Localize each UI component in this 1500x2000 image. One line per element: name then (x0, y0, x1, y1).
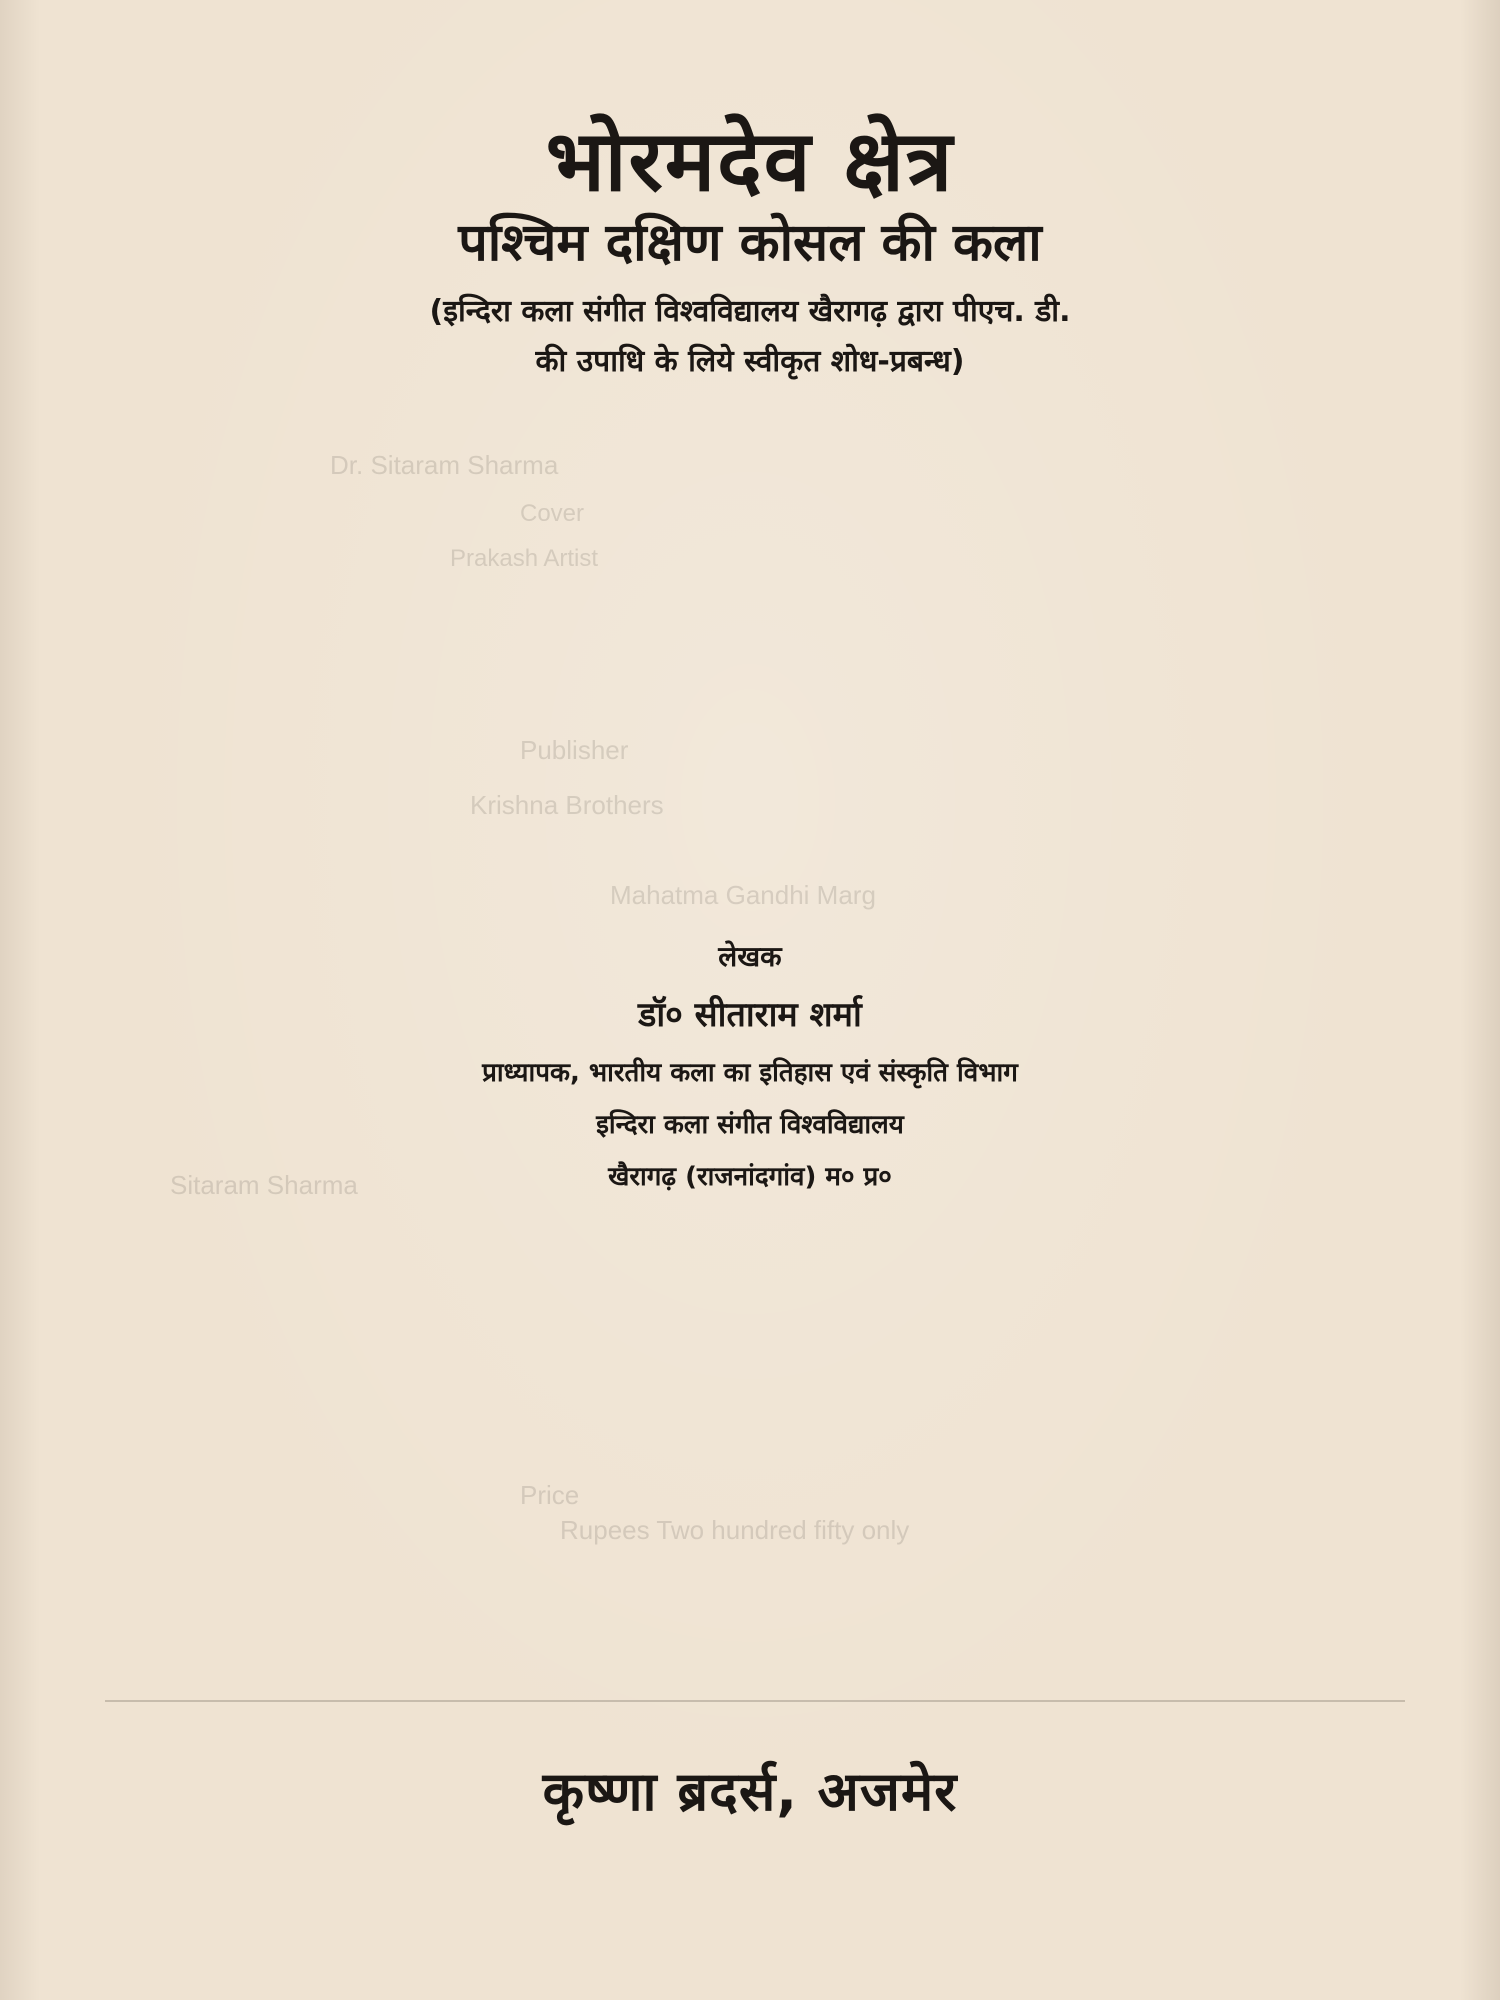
show-through-text: Dr. Sitaram Sharma (330, 450, 559, 480)
affiliation-line-1: प्राध्यापक, भारतीय कला का इतिहास एवं संस्कृति विभाग (482, 1058, 1018, 1088)
book-title: भोरमदेव क्षेत्र (545, 112, 955, 210)
show-through-text: Price (520, 1480, 580, 1510)
show-through-text: Mahatma Gandhi Marg (610, 880, 876, 910)
thesis-note-line-1: (इन्दिरा कला संगीत विश्वविद्यालय खैरागढ़ द्वारा पीएच. डी. (429, 294, 1071, 329)
publisher-name: कृष्णा ब्रदर्स, अजमेर (542, 1760, 958, 1823)
author-label: लेखक (718, 940, 782, 973)
thesis-note (0, 287, 1500, 387)
divider-line (105, 1700, 1405, 1702)
author-name: डॉ० सीताराम शर्मा (638, 995, 862, 1035)
show-through-text: Cover (520, 500, 585, 527)
author-affiliation (0, 1047, 1500, 1203)
show-through-text: Rupees Two hundred fifty only (560, 1515, 910, 1545)
show-through-text: Krishna Brothers (470, 790, 664, 820)
thesis-note-line-2: की उपाधि के लिये स्वीकृत शोध-प्रबन्ध) (535, 344, 965, 379)
show-through-text: Sitaram Sharma (170, 1170, 358, 1200)
show-through-text: Publisher (520, 735, 629, 765)
affiliation-line-2: इन्दिरा कला संगीत विश्वविद्यालय (596, 1110, 904, 1140)
show-through-text: Prakash Artist (450, 545, 599, 572)
book-subtitle: पश्चिम दक्षिण कोसल की कला (458, 213, 1042, 273)
affiliation-line-3: खैरागढ़ (राजनांदगांव) म० प्र० (608, 1162, 892, 1192)
